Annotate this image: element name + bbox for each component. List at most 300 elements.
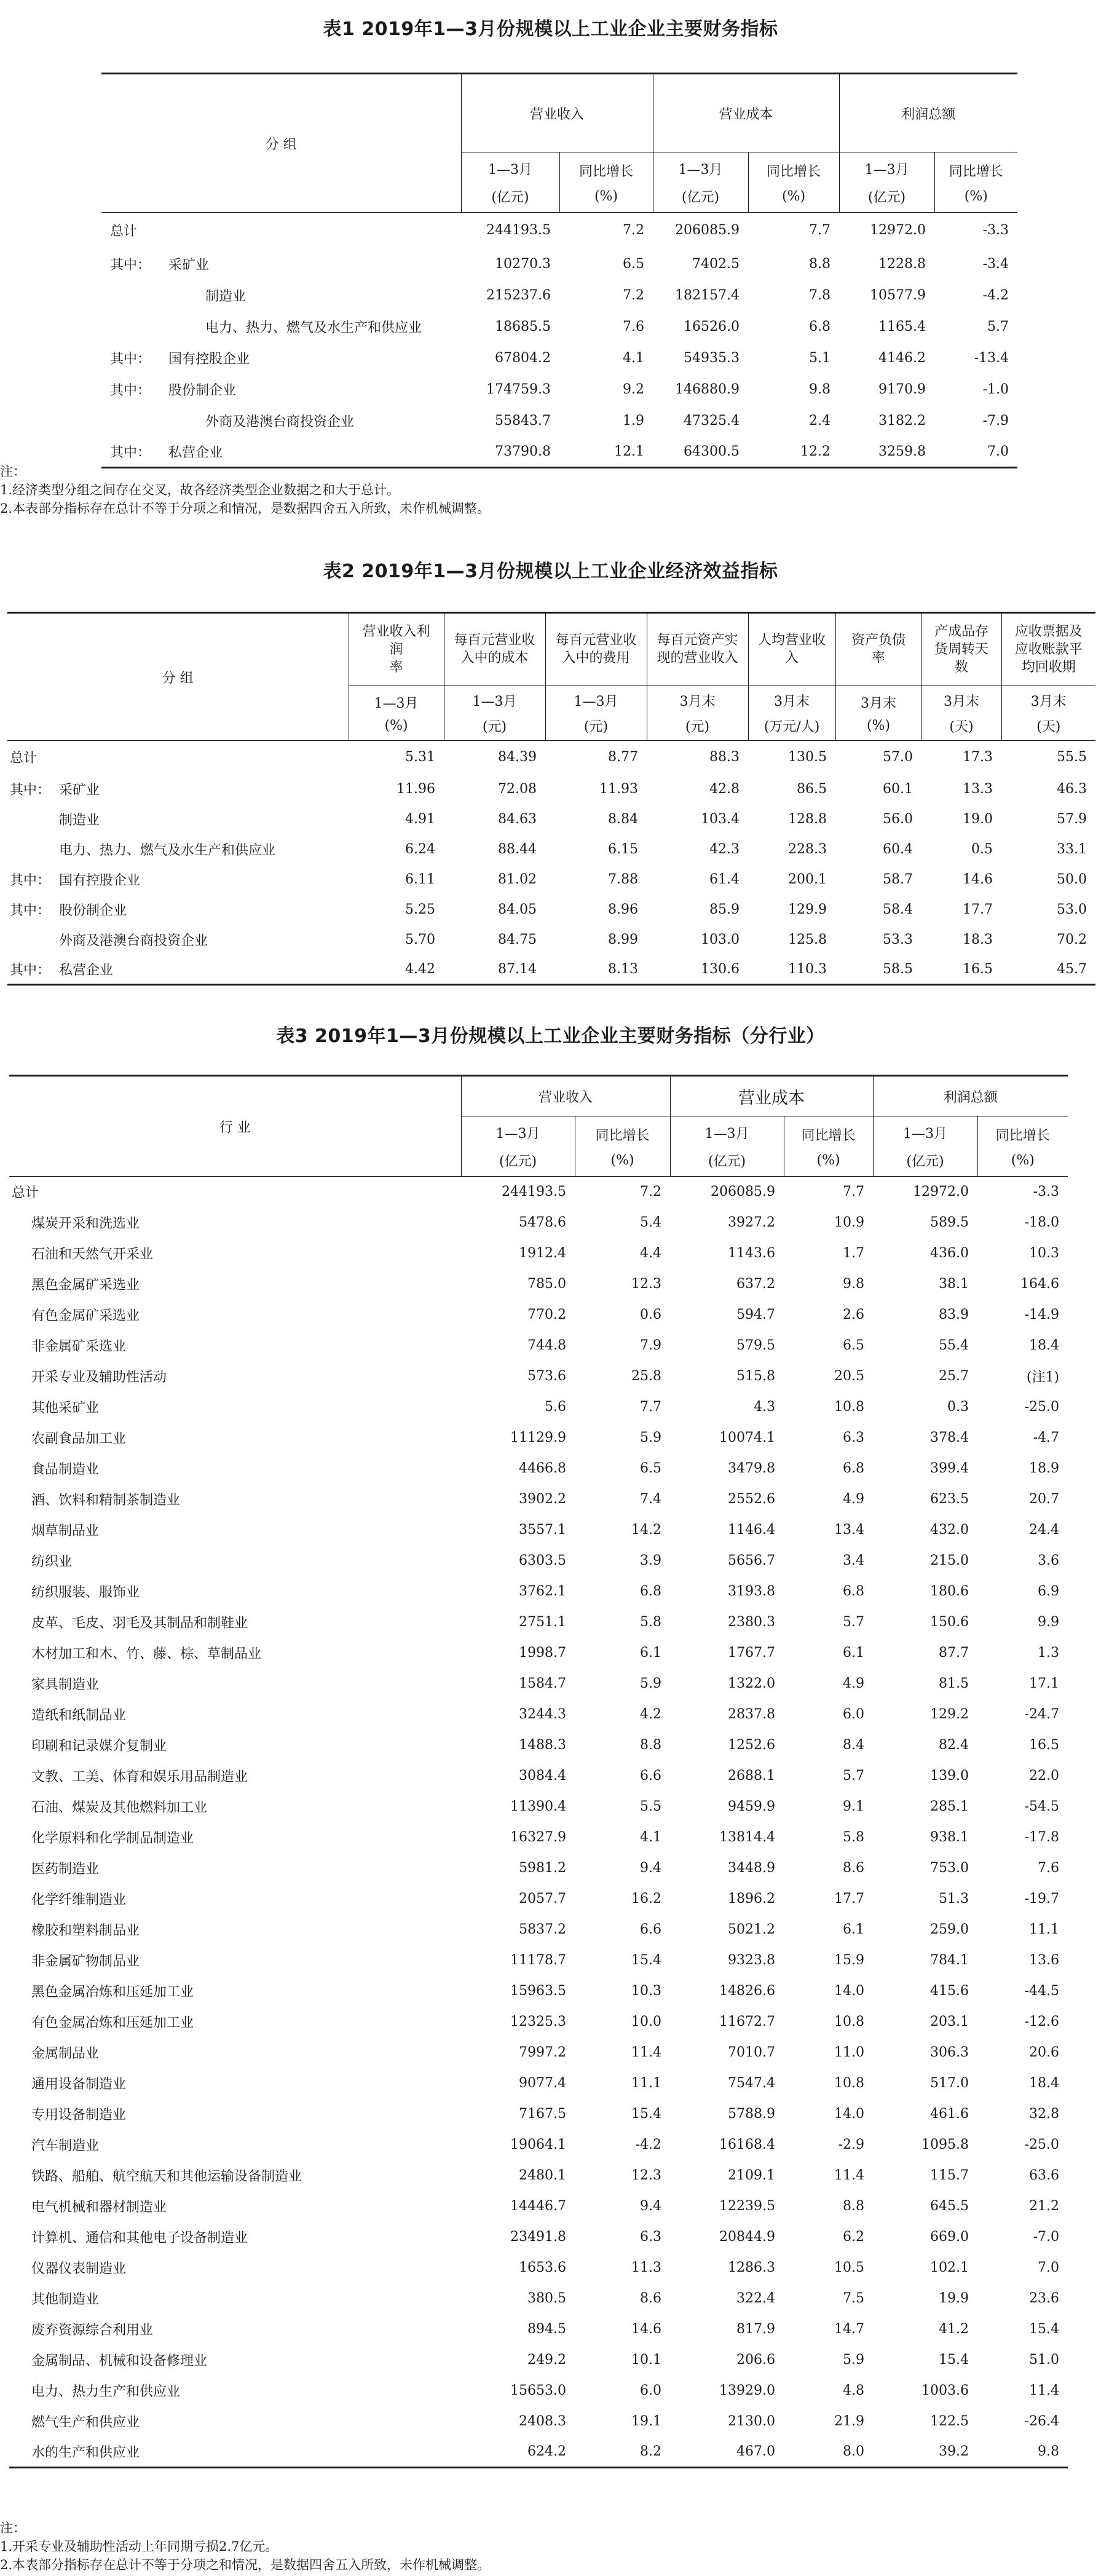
cell-value: 57.0 xyxy=(883,749,913,765)
cell-value: 1003.6 xyxy=(921,2383,969,2398)
row-label: 化学纤维制造业 xyxy=(31,1892,127,1908)
cell-value: 5.70 xyxy=(405,931,435,947)
cell-value: 7.5 xyxy=(843,2291,865,2306)
cell-value: 573.6 xyxy=(527,1369,566,1384)
table3-unit-header: 1—3月 (亿元) xyxy=(461,1116,575,1177)
row-label: 石油、煤炭及其他燃料加工业 xyxy=(31,1800,208,1815)
row-label: 烟草制品业 xyxy=(31,1523,100,1539)
cell-value: 594.7 xyxy=(736,1307,776,1322)
cell-value: 32.8 xyxy=(1029,2106,1060,2122)
cell-value: 5.7 xyxy=(843,1614,865,1630)
cell-value: 461.6 xyxy=(930,2106,969,2122)
row-label: 农副食品加工业 xyxy=(31,1431,127,1447)
cell-value: 1584.7 xyxy=(519,1676,566,1691)
row-label xyxy=(101,342,461,374)
cell-value: -44.5 xyxy=(1024,1983,1060,1999)
cell-value: 15963.5 xyxy=(510,1983,566,1999)
cell-value: 785.0 xyxy=(527,1276,566,1292)
table2-unit-header: 1—3月 (元) xyxy=(444,685,545,741)
row-prefix: 其中： xyxy=(10,872,51,888)
cell-value: 4.1 xyxy=(623,350,645,366)
cell-value: 39.2 xyxy=(939,2444,969,2460)
cell-value: -4.2 xyxy=(982,287,1009,303)
cell-value: 8.8 xyxy=(809,256,831,272)
cell-value: 203.1 xyxy=(930,2014,969,2029)
table-row xyxy=(9,1330,1068,1361)
cell-value: 7.2 xyxy=(623,223,645,239)
cell-value: 8.6 xyxy=(640,2291,662,2306)
cell-value: 3193.8 xyxy=(728,1584,776,1599)
table2-unit-header: 3月末 (天) xyxy=(921,685,1001,741)
table-row xyxy=(9,1576,1068,1607)
cell-value: 2130.0 xyxy=(728,2414,776,2429)
cell-value: 5.31 xyxy=(405,749,435,765)
row-label: 化学原料和化学制品制造业 xyxy=(31,1831,194,1846)
cell-value: -1.0 xyxy=(982,381,1009,397)
row-name: 股份制企业 xyxy=(59,903,127,919)
cell-value: -24.7 xyxy=(1024,1707,1060,1722)
cell-value: 380.5 xyxy=(527,2291,566,2306)
cell-value: 130.6 xyxy=(701,961,740,977)
cell-value: 46.3 xyxy=(1057,781,1087,797)
cell-value: 5021.2 xyxy=(728,1922,776,1937)
table2 xyxy=(7,612,1095,986)
cell-value: 9.4 xyxy=(640,2199,662,2214)
cell-value: 18.4 xyxy=(1029,2076,1060,2091)
row-label: 有色金属冶炼和压延加工业 xyxy=(31,2015,194,2031)
table-row xyxy=(7,925,1095,955)
cell-value: 13.6 xyxy=(1029,1953,1060,1968)
row-label: 燃气生产和供应业 xyxy=(31,2415,140,2430)
row-label xyxy=(7,925,349,955)
row-name: 私营企业 xyxy=(59,962,114,978)
row-prefix: 总计 xyxy=(110,224,138,240)
row-name: 电力、热力、燃气及水生产和供应业 xyxy=(59,842,276,858)
row-label: 木材加工和木、竹、藤、棕、草制品业 xyxy=(31,1646,262,1662)
cell-value: 6.0 xyxy=(640,2383,662,2398)
cell-value: 129.2 xyxy=(930,1707,969,1722)
table2-metric-header: 人均营业收 入 xyxy=(748,613,835,685)
cell-value: 146880.9 xyxy=(675,381,740,397)
table-row xyxy=(9,1761,1068,1792)
table1 xyxy=(101,73,1017,468)
cell-value: 14826.6 xyxy=(719,1983,776,1999)
cell-value: 7.7 xyxy=(809,223,831,239)
table-row xyxy=(9,1822,1068,1853)
table3 xyxy=(9,1075,1068,2468)
cell-value: 14.2 xyxy=(631,1522,662,1538)
cell-value: 7.4 xyxy=(640,1491,662,1507)
cell-value: 7.7 xyxy=(640,1399,662,1415)
table-row xyxy=(9,1546,1068,1576)
cell-value: 1143.6 xyxy=(728,1246,776,1261)
cell-value: 3557.1 xyxy=(519,1522,566,1538)
cell-value: 20.6 xyxy=(1029,2045,1060,2060)
cell-value: 15.9 xyxy=(834,1953,865,1968)
row-label: 文教、工美、体育和娱乐用品制造业 xyxy=(31,1769,248,1785)
table-row xyxy=(9,1177,1068,1207)
row-name: 国有控股企业 xyxy=(59,872,141,888)
cell-value: 88.3 xyxy=(709,749,740,765)
table-row xyxy=(9,1207,1068,1238)
cell-value: 8.6 xyxy=(843,1860,865,1876)
cell-value: 8.99 xyxy=(608,931,638,947)
cell-value: 784.1 xyxy=(930,1953,969,1968)
cell-value: 6.3 xyxy=(843,1430,865,1445)
cell-value: 67804.2 xyxy=(495,350,551,366)
cell-value: 515.8 xyxy=(736,1369,776,1384)
cell-value: 3259.8 xyxy=(878,443,926,459)
row-label: 汽车制造业 xyxy=(31,2138,100,2154)
cell-value: -3.4 xyxy=(982,256,1009,272)
cell-value: 3.9 xyxy=(640,1553,662,1568)
cell-value: 84.75 xyxy=(498,931,537,947)
cell-value: 1.9 xyxy=(623,413,645,429)
table-row xyxy=(9,2283,1068,2314)
cell-value: 744.8 xyxy=(527,1338,566,1353)
table-row xyxy=(9,1392,1068,1423)
cell-value: 5837.2 xyxy=(519,1922,566,1937)
cell-value: 128.8 xyxy=(788,811,827,827)
cell-value: 110.3 xyxy=(788,961,827,977)
cell-value: 1653.6 xyxy=(519,2260,566,2275)
cell-value: 259.0 xyxy=(930,1922,969,1937)
row-label: 有色金属矿采选业 xyxy=(31,1308,140,1324)
cell-value: 10.1 xyxy=(631,2352,662,2368)
row-label: 医药制造业 xyxy=(31,1862,100,1877)
cell-value: 6.8 xyxy=(843,1461,865,1476)
cell-value: 15.4 xyxy=(631,1953,662,1968)
table-row xyxy=(9,2376,1068,2406)
table-row xyxy=(101,280,1017,311)
row-label xyxy=(7,774,349,804)
cell-value: 50.0 xyxy=(1057,871,1087,887)
table2-metric-header: 产成品存 货周转天 数 xyxy=(921,613,1001,685)
row-label xyxy=(7,955,349,985)
cell-value: 81.5 xyxy=(939,1676,969,1691)
table-row xyxy=(9,2406,1068,2437)
cell-value: 244193.5 xyxy=(486,223,551,239)
cell-value: 12.3 xyxy=(631,1276,662,1292)
cell-value: 16.5 xyxy=(963,961,993,977)
row-label: 开采专业及辅助性活动 xyxy=(31,1370,167,1385)
table-row xyxy=(9,2160,1068,2191)
cell-value: 5.9 xyxy=(640,1430,662,1445)
cell-value: -7.0 xyxy=(1033,2229,1060,2245)
cell-value: 10270.3 xyxy=(495,256,551,272)
cell-value: 215.0 xyxy=(930,1553,969,1568)
cell-value: 4.1 xyxy=(640,1830,662,1845)
cell-value: 7547.4 xyxy=(728,2076,776,2091)
row-name: 制造业 xyxy=(59,812,100,828)
cell-value: 6.2 xyxy=(843,2229,865,2245)
row-label: 其他制造业 xyxy=(31,2292,100,2307)
cell-value: -25.0 xyxy=(1024,2137,1060,2152)
cell-value: 9.8 xyxy=(809,381,831,397)
table2-unit-header: 3月末 (%) xyxy=(835,685,921,741)
cell-value: 8.77 xyxy=(608,749,638,765)
row-label: 铁路、船舶、航空航天和其他运输设备制造业 xyxy=(31,2169,302,2184)
cell-value: 13929.0 xyxy=(719,2383,776,2398)
row-label: 橡胶和塑料制品业 xyxy=(31,1923,140,1938)
table2-metric-header: 每百元营业收 入中的成本 xyxy=(444,613,545,685)
table-row xyxy=(9,2099,1068,2130)
cell-value: -3.3 xyxy=(1033,1184,1060,1200)
table1-title: 表1 2019年1—3月份规模以上工业企业主要财务指标 xyxy=(323,18,778,40)
cell-value: 0.5 xyxy=(971,841,993,857)
cell-value: 2109.1 xyxy=(728,2168,776,2183)
table-row xyxy=(101,213,1017,248)
cell-value: 415.6 xyxy=(930,1983,969,1999)
table1-notes xyxy=(0,462,490,518)
row-name: 私营企业 xyxy=(168,444,223,460)
cell-value: 115.7 xyxy=(930,2168,969,2183)
table-row xyxy=(9,1423,1068,1453)
row-label: 纺织服装、服饰业 xyxy=(31,1585,140,1600)
cell-value: 51.0 xyxy=(1029,2352,1060,2368)
cell-value: 2057.7 xyxy=(519,1891,566,1906)
cell-value: -7.9 xyxy=(982,413,1009,429)
cell-value: 16526.0 xyxy=(684,318,740,334)
cell-value: 1286.3 xyxy=(728,2260,776,2275)
row-label: 废弃资源综合利用业 xyxy=(31,2323,154,2338)
row-label: 非金属矿采选业 xyxy=(31,1339,127,1354)
cell-value: 4.4 xyxy=(640,1246,662,1261)
row-prefix: 其中： xyxy=(10,962,51,978)
cell-value: 2688.1 xyxy=(728,1768,776,1784)
cell-value: 5.8 xyxy=(640,1614,662,1630)
table-row xyxy=(9,1976,1068,2007)
cell-value: 1.7 xyxy=(843,1246,865,1261)
cell-value: 8.96 xyxy=(608,901,638,917)
row-label: 煤炭开采和洗选业 xyxy=(31,1216,140,1231)
cell-value: 11.3 xyxy=(631,2260,662,2275)
row-label xyxy=(101,280,461,311)
cell-value: 12239.5 xyxy=(719,2199,776,2214)
cell-value: 6.3 xyxy=(640,2229,662,2245)
cell-value: 16168.4 xyxy=(719,2137,776,2152)
table2-metric-header: 应收票据及 应收账款平 均回收期 xyxy=(1001,613,1095,685)
cell-value: 10.3 xyxy=(1029,1246,1060,1261)
cell-value: 88.44 xyxy=(498,841,537,857)
table-row xyxy=(9,2437,1068,2468)
cell-value: 306.3 xyxy=(930,2045,969,2060)
row-label: 皮革、毛皮、羽毛及其制品和制鞋业 xyxy=(31,1616,248,1631)
table-row xyxy=(9,2253,1068,2283)
cell-value: 81.02 xyxy=(498,871,537,887)
cell-value: 19064.1 xyxy=(510,2137,566,2152)
cell-value: 84.63 xyxy=(498,811,537,827)
cell-value: -13.4 xyxy=(974,350,1009,366)
cell-value: 3.4 xyxy=(843,1553,865,1568)
cell-value: 16.2 xyxy=(631,1891,662,1906)
cell-value: 17.1 xyxy=(1029,1676,1060,1691)
cell-value: 18.4 xyxy=(1029,1338,1060,1353)
cell-value: 20.5 xyxy=(834,1369,865,1384)
note-line: 注： xyxy=(0,464,26,479)
cell-value: 6.9 xyxy=(1038,1584,1060,1599)
cell-value: 9.1 xyxy=(843,1799,865,1814)
cell-value: -19.7 xyxy=(1024,1891,1060,1906)
cell-value: 11.1 xyxy=(631,2076,662,2091)
cell-value: 9.8 xyxy=(843,1276,865,1292)
cell-value: 7.0 xyxy=(987,443,1009,459)
cell-value: 7.2 xyxy=(623,287,645,303)
row-label xyxy=(7,834,349,864)
cell-value: 6.5 xyxy=(843,1338,865,1353)
table2-metric-header: 每百元资产实 现的营业收入 xyxy=(647,613,748,685)
cell-value: 11.4 xyxy=(1029,2383,1060,2398)
cell-value: 6.5 xyxy=(640,1461,662,1476)
table-row xyxy=(101,342,1017,374)
cell-value: 2480.1 xyxy=(519,2168,566,2183)
cell-value: 87.14 xyxy=(498,961,537,977)
row-label: 通用设备制造业 xyxy=(31,2077,127,2092)
row-label: 印刷和记录媒介复制业 xyxy=(31,1739,167,1754)
cell-value: 9.2 xyxy=(623,381,645,397)
cell-value: 6303.5 xyxy=(519,1553,566,1568)
cell-value: 9323.8 xyxy=(728,1953,776,1968)
cell-value: 11672.7 xyxy=(719,2014,776,2029)
row-label: 家具制造业 xyxy=(31,1677,100,1693)
cell-value: 10.8 xyxy=(834,2076,865,2091)
cell-value: 84.05 xyxy=(498,901,537,917)
cell-value: 5.9 xyxy=(640,1676,662,1691)
cell-value: 150.6 xyxy=(930,1614,969,1630)
cell-value: 770.2 xyxy=(527,1307,566,1322)
cell-value: 5.1 xyxy=(809,350,831,366)
cell-value: 1896.2 xyxy=(728,1891,776,1906)
row-label: 酒、饮料和精制茶制造业 xyxy=(31,1493,181,1508)
cell-value: 2751.1 xyxy=(519,1614,566,1630)
table2-unit-header: 1—3月 (%) xyxy=(349,685,444,741)
table-row xyxy=(7,834,1095,864)
cell-value: 11.4 xyxy=(834,2168,865,2183)
cell-value: 63.6 xyxy=(1029,2168,1060,2183)
row-label: 总计 xyxy=(12,1185,39,1201)
cell-value: 55.4 xyxy=(939,1338,969,1353)
cell-value: 6.11 xyxy=(405,871,435,887)
cell-value: 2.6 xyxy=(843,1307,865,1322)
row-label: 水的生产和供应业 xyxy=(31,2445,140,2461)
cell-value: 3902.2 xyxy=(519,1491,566,1507)
cell-value: 24.4 xyxy=(1029,1522,1060,1538)
cell-value: 19.9 xyxy=(939,2291,969,2306)
cell-value: 6.8 xyxy=(809,318,831,334)
cell-value: 11.0 xyxy=(834,2045,865,2060)
cell-value: 182157.4 xyxy=(675,287,740,303)
cell-value: 8.8 xyxy=(843,2199,865,2214)
cell-value: 12972.0 xyxy=(913,1184,969,1200)
cell-value: 7.88 xyxy=(608,871,638,887)
cell-value: 9.8 xyxy=(1038,2444,1060,2460)
cell-value: 73790.8 xyxy=(495,443,551,459)
cell-value: 7.8 xyxy=(809,287,831,303)
cell-value: -2.9 xyxy=(838,2137,865,2152)
cell-value: 72.08 xyxy=(498,781,537,797)
cell-value: 20.7 xyxy=(1029,1491,1060,1507)
cell-value: 58.4 xyxy=(883,901,913,917)
row-prefix: 其中： xyxy=(10,782,51,798)
cell-value: 467.0 xyxy=(736,2444,776,2460)
cell-value: 6.24 xyxy=(405,841,435,857)
cell-value: 645.5 xyxy=(930,2199,969,2214)
row-label: 石油和天然气开采业 xyxy=(31,1247,154,1262)
table1-unit-header: 同比增长 (%) xyxy=(559,152,653,213)
cell-value: 5.8 xyxy=(843,1830,865,1845)
cell-value: 623.5 xyxy=(930,1491,969,1507)
cell-value: 11390.4 xyxy=(510,1799,566,1814)
row-label xyxy=(7,895,349,925)
cell-value: 21.2 xyxy=(1029,2199,1060,2214)
cell-value: 60.4 xyxy=(883,841,913,857)
cell-value: 12.1 xyxy=(614,443,645,459)
table-row xyxy=(9,1914,1068,1945)
table-row xyxy=(9,1238,1068,1269)
cell-value: 180.6 xyxy=(930,1584,969,1599)
table3-unit-header: 1—3月 (亿元) xyxy=(670,1116,784,1177)
row-name: 国有控股企业 xyxy=(168,351,250,367)
cell-value: 399.4 xyxy=(930,1461,969,1476)
table-row xyxy=(101,374,1017,405)
cell-value: -26.4 xyxy=(1024,2414,1060,2429)
row-label: 造纸和纸制品业 xyxy=(31,1708,127,1723)
cell-value: 378.4 xyxy=(930,1430,969,1445)
table3-unit-header: 同比增长 (%) xyxy=(977,1116,1068,1177)
row-label: 黑色金属冶炼和压延加工业 xyxy=(31,1985,194,2000)
cell-value: 0.3 xyxy=(947,1399,969,1415)
cell-value: 5.4 xyxy=(640,1215,662,1230)
cell-value: 2837.8 xyxy=(728,1707,776,1722)
row-label xyxy=(101,248,461,280)
cell-value: 164.6 xyxy=(1020,1276,1060,1292)
table-row xyxy=(9,1269,1068,1300)
cell-value: 5.7 xyxy=(843,1768,865,1784)
table-row xyxy=(9,2068,1068,2099)
cell-value: 10074.1 xyxy=(719,1430,776,1445)
cell-value: 58.5 xyxy=(883,961,913,977)
cell-value: 4.2 xyxy=(640,1707,662,1722)
cell-value: 14.7 xyxy=(834,2321,865,2337)
table2-title: 表2 2019年1—3月份规模以上工业企业经济效益指标 xyxy=(323,561,778,582)
cell-value: -54.5 xyxy=(1024,1799,1060,1814)
table-row xyxy=(9,2007,1068,2037)
row-name: 采矿业 xyxy=(168,257,210,273)
cell-value: 18.3 xyxy=(963,931,993,947)
row-label xyxy=(101,405,461,437)
cell-value: 432.0 xyxy=(930,1522,969,1538)
cell-value: 4.9 xyxy=(843,1491,865,1507)
cell-value: 23491.8 xyxy=(510,2229,566,2245)
cell-value: 9.9 xyxy=(1038,1614,1060,1630)
cell-value: 6.1 xyxy=(843,1645,865,1661)
row-name: 采矿业 xyxy=(59,782,100,798)
row-label xyxy=(7,804,349,834)
cell-value: 10.5 xyxy=(834,2260,865,2275)
cell-value: 11129.9 xyxy=(510,1430,566,1445)
note-line: 1.开采专业及辅助性活动上年同期亏损2.7亿元。 xyxy=(0,2539,278,2554)
cell-value: 2.4 xyxy=(809,413,831,429)
table3-unit-header: 同比增长 (%) xyxy=(784,1116,873,1177)
cell-value: 18685.5 xyxy=(495,318,551,334)
cell-value: 47325.4 xyxy=(684,413,740,429)
cell-value: 8.84 xyxy=(608,811,638,827)
cell-value: 103.4 xyxy=(701,811,740,827)
cell-value: 57.9 xyxy=(1057,811,1087,827)
cell-value: 20844.9 xyxy=(719,2229,776,2245)
row-label: 仪器仪表制造业 xyxy=(31,2261,127,2277)
cell-value: 6.8 xyxy=(843,1584,865,1599)
